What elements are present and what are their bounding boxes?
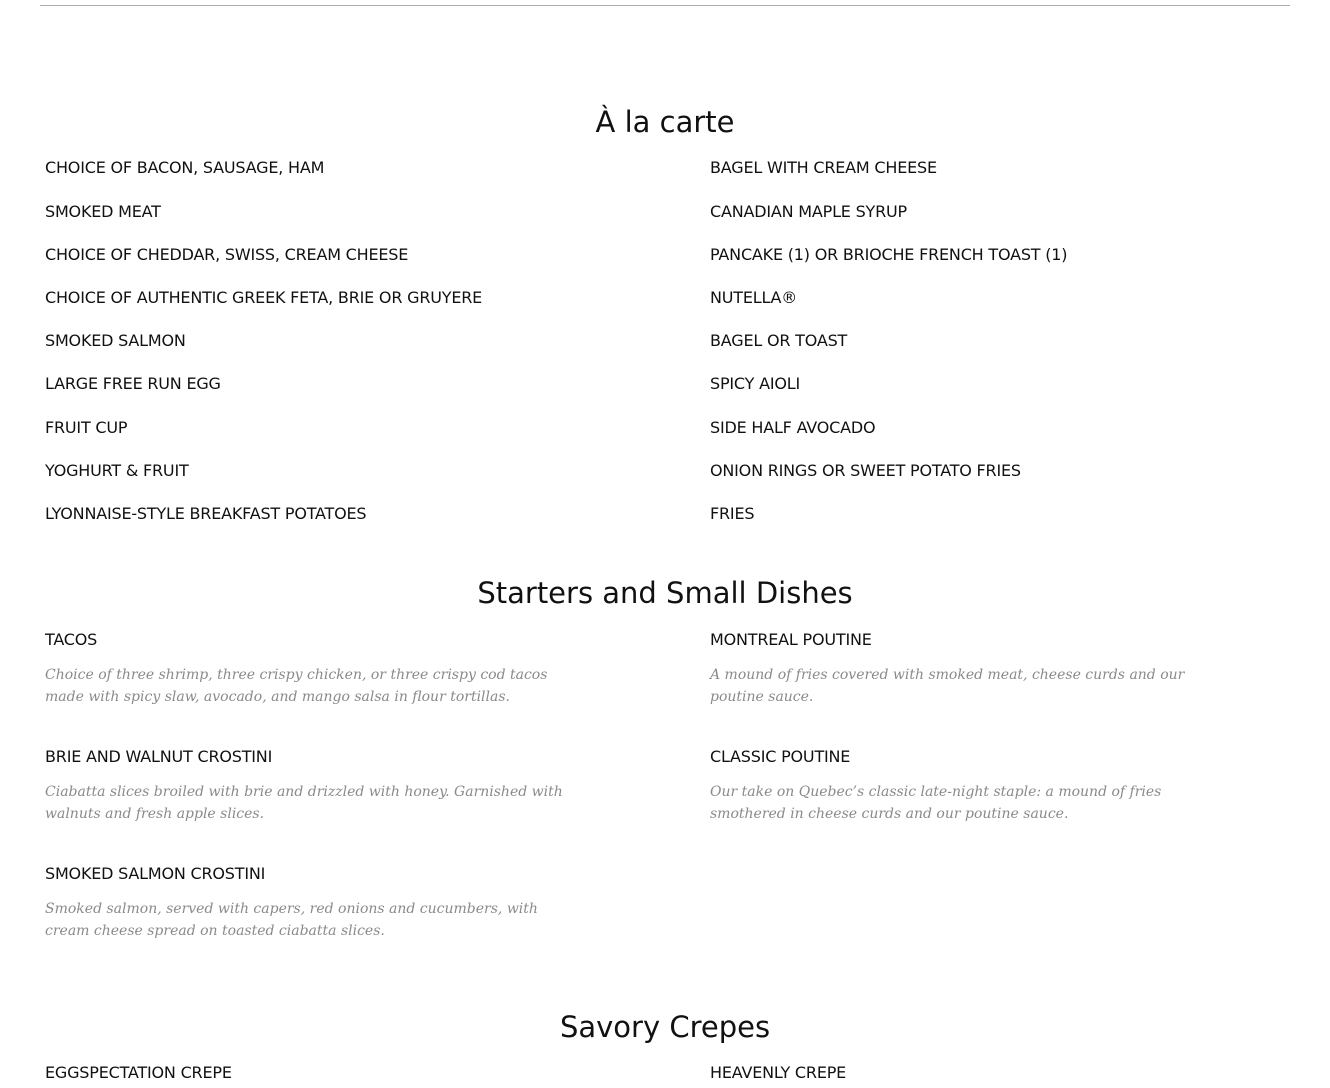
menu-item: BAGEL WITH CREAM CHEESE xyxy=(710,158,937,177)
menu-item: FRUIT CUP xyxy=(45,418,128,437)
dish-card xyxy=(45,864,605,942)
menu-item: YOGHURT & FRUIT xyxy=(45,461,189,480)
dish-name: TACOS xyxy=(45,630,98,649)
dish-description: A mound of fries covered with smoked meat, cheese curds and our poutine sauce. xyxy=(710,667,1185,705)
menu-item: LYONNAISE-STYLE BREAKFAST POTATOES xyxy=(45,504,367,523)
dish-card xyxy=(45,630,605,708)
dish-name: CLASSIC POUTINE xyxy=(710,747,851,766)
top-divider xyxy=(40,5,1290,6)
menu-item: NUTELLA® xyxy=(710,288,798,307)
menu-item: BAGEL OR TOAST xyxy=(710,331,848,350)
menu-item: LARGE FREE RUN EGG xyxy=(45,374,221,393)
dish-name: SMOKED SALMON CROSTINI xyxy=(45,864,266,883)
dish-card xyxy=(45,747,605,825)
dish-card xyxy=(710,630,1270,708)
dish-name: HEAVENLY CREPE xyxy=(710,1063,847,1082)
dish-description: Ciabatta slices broiled with brie and drizzled with honey. Garnished with walnuts and fresh apple slices. xyxy=(45,784,563,822)
dish-description: Our take on Quebec’s classic late-night staple: a mound of fries smothered in cheese curds and our poutine sauce. xyxy=(710,784,1162,822)
dish-description: Choice of three shrimp, three crispy chicken, or three crispy cod tacos made with spicy slaw, avocado, and mango salsa in flour tortillas. xyxy=(45,667,548,705)
menu-item: FRIES xyxy=(710,504,755,523)
menu-item: SMOKED MEAT xyxy=(45,202,161,221)
menu-item: SMOKED SALMON xyxy=(45,331,186,350)
menu-item: CANADIAN MAPLE SYRUP xyxy=(710,202,907,221)
dish-card xyxy=(710,747,1270,825)
dish-name: MONTREAL POUTINE xyxy=(710,630,872,649)
dish-name: BRIE AND WALNUT CROSTINI xyxy=(45,747,273,766)
menu-item: SPICY AIOLI xyxy=(710,374,800,393)
menu-item: SIDE HALF AVOCADO xyxy=(710,418,876,437)
menu-item: CHOICE OF AUTHENTIC GREEK FETA, BRIE OR GRUYERE xyxy=(45,288,483,307)
menu-item: CHOICE OF BACON, SAUSAGE, HAM xyxy=(45,158,325,177)
section-title-a-la-carte: À la carte xyxy=(595,105,735,139)
dish-description: Smoked salmon, served with capers, red onions and cucumbers, with cream cheese spread on toasted ciabatta slices. xyxy=(45,901,538,939)
menu-item: CHOICE OF CHEDDAR, SWISS, CREAM CHEESE xyxy=(45,245,409,264)
menu-item: ONION RINGS OR SWEET POTATO FRIES xyxy=(710,461,1021,480)
section-title-savory-crepes: Savory Crepes xyxy=(559,1010,771,1044)
menu-item: PANCAKE (1) OR BRIOCHE FRENCH TOAST (1) xyxy=(710,245,1068,264)
dish-name: EGGSPECTATION CREPE xyxy=(45,1063,232,1082)
section-title-starters: Starters and Small Dishes xyxy=(477,576,853,610)
